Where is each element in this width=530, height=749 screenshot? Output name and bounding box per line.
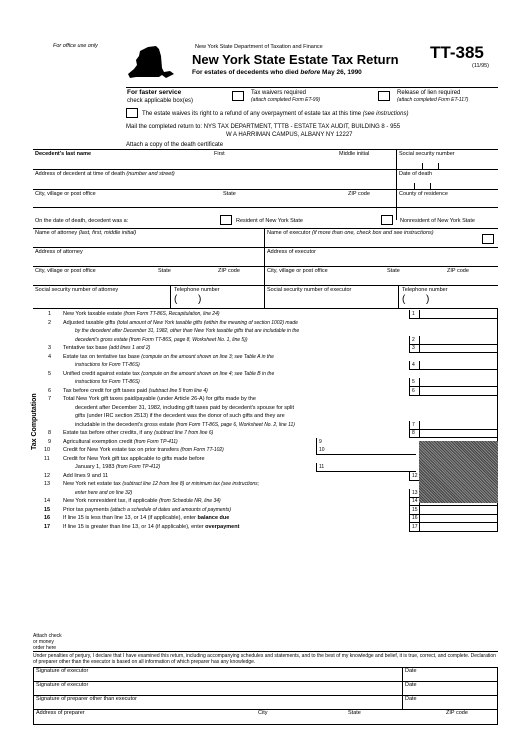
box-divider bbox=[419, 523, 420, 532]
line-description bbox=[63, 355, 274, 361]
line-amount-field[interactable] bbox=[409, 361, 498, 370]
nonresident-label: Nonresident of New York State bbox=[400, 218, 475, 224]
line-box-number: 7 bbox=[412, 421, 415, 428]
line-note: (compute on the amount shown on line 4; see Table B in the bbox=[141, 370, 275, 377]
line-amount-field[interactable] bbox=[409, 429, 498, 438]
line-text: New York net estate tax bbox=[63, 481, 123, 487]
date-of-death-label: Date of death bbox=[399, 171, 433, 177]
line-text: gifts (under IRC section 2513) if the decedent was the donor of such gifts and they are bbox=[75, 413, 285, 419]
line-note: (from Form TT-86S, page 6, Worksheet No. 2, line 11) bbox=[175, 421, 295, 428]
attorney-city-label: City, village or post office bbox=[35, 268, 96, 274]
line-description bbox=[63, 457, 205, 463]
line-note: instructions for Form TT-86S) bbox=[75, 379, 140, 385]
line-description bbox=[63, 389, 208, 395]
line-description bbox=[63, 448, 224, 454]
line-text: Adjusted taxable gifts bbox=[63, 319, 117, 326]
line-number: 15 bbox=[44, 506, 51, 513]
line-box-number: 17 bbox=[412, 523, 418, 530]
ssn-label: Social security number bbox=[399, 151, 455, 157]
form-revision: (11/95) bbox=[472, 63, 490, 69]
line-text: Total New York gift taxes paid/payable (under Article 26-A) for gifts made by the bbox=[63, 396, 256, 402]
line-description bbox=[63, 516, 229, 522]
line-description bbox=[63, 474, 108, 480]
line-number: 5 bbox=[48, 370, 52, 377]
line-description bbox=[63, 321, 298, 327]
attach-check-note-3: order here bbox=[33, 645, 57, 651]
line-description bbox=[63, 397, 256, 403]
attorney-name-label: Name of attorney (last, first, middle initial) bbox=[35, 230, 137, 236]
line-description bbox=[63, 525, 239, 531]
executor-state-label: State bbox=[387, 268, 400, 274]
line-amount-field[interactable] bbox=[316, 463, 416, 472]
line-note: (subtract line 5 from line 4) bbox=[148, 387, 208, 394]
line-box-number: 13 bbox=[412, 489, 418, 496]
state-label: State bbox=[223, 191, 236, 197]
line-description bbox=[63, 431, 213, 437]
line-number: 7 bbox=[48, 396, 52, 402]
county-label: County of residence bbox=[399, 191, 448, 197]
line-description bbox=[63, 372, 274, 378]
preparer-city-label: City bbox=[258, 710, 268, 716]
waive-refund-label: The estate waives its right to a refund of any overpayment of estate tax at this time (see instructions) bbox=[142, 111, 409, 117]
release-lien-note: (attach completed Form ET-117) bbox=[397, 97, 469, 103]
line-box-number: 1 bbox=[412, 311, 415, 317]
shaded-area bbox=[419, 441, 498, 503]
line-note: (from Form TP-412) bbox=[115, 464, 161, 470]
line-note: by the decedent after December 31, 1982, other than New York taxable gifts that are includable in the bbox=[75, 328, 300, 334]
line-text: Agricultural exemption credit bbox=[63, 438, 134, 445]
preparer-address-label: Address of preparer bbox=[36, 710, 85, 716]
line-box-number: 14 bbox=[412, 498, 418, 504]
city-label: City, village or post office bbox=[35, 191, 96, 197]
line-description bbox=[75, 338, 248, 344]
line-text: decedent after December 31, 1982, including gift taxes paid by decedent's spouse for split bbox=[75, 404, 295, 411]
line-note: (from Form TT-102) bbox=[180, 447, 224, 453]
agency-name: New York State Department of Taxation and Finance bbox=[195, 44, 323, 50]
line-number: 12 bbox=[44, 472, 51, 479]
preparer-state-label: State bbox=[348, 710, 361, 716]
line-note: enter here and on line 32) bbox=[75, 489, 133, 496]
faster-service-sub: check applicable box(es) bbox=[127, 98, 194, 104]
executor-signature-2[interactable]: Signature of executor bbox=[36, 682, 89, 688]
line-amount-field[interactable] bbox=[409, 523, 498, 532]
line-box-number: 15 bbox=[412, 506, 418, 513]
mail-address-line1: Mail the completed return to: NYS TAX DEPARTMENT, TTTB - ESTATE TAX AUDIT, BUILDING 8 - 955 bbox=[126, 124, 401, 130]
line-description bbox=[63, 312, 220, 318]
line-number: 10 bbox=[44, 447, 51, 453]
line-text: New York taxable estate bbox=[63, 311, 124, 317]
line-number: 14 bbox=[44, 498, 51, 504]
line-text: If line 15 is less than line 13, or 14 (if applicable), enter bbox=[63, 515, 198, 521]
waivers-note: (attach completed Form ET-99) bbox=[251, 97, 321, 103]
line-description bbox=[75, 414, 285, 420]
decedent-status-label: On the date of death, decedent was a: bbox=[35, 218, 129, 224]
line-description bbox=[63, 346, 150, 352]
box-divider bbox=[419, 310, 420, 319]
mail-address-line2: W A HARRIMAN CAMPUS, ALBANY NY 12227 bbox=[226, 132, 353, 138]
attach-check-note-2: or money bbox=[33, 639, 54, 645]
middle-initial-label: Middle initial bbox=[339, 151, 370, 157]
line-text: January 1, 1983 bbox=[75, 464, 116, 470]
line-text: Credit for New York gift tax applicable to gifts made before bbox=[63, 455, 205, 462]
attorney-phone-paren-close: ) bbox=[198, 294, 202, 305]
executor-address-label: Address of executor bbox=[267, 249, 316, 255]
attorney-ssn-label: Social security number of attorney bbox=[35, 287, 119, 293]
line-box-number: 8 bbox=[412, 430, 415, 436]
box-divider bbox=[419, 344, 420, 353]
line-description bbox=[75, 423, 295, 429]
line-box-number: 12 bbox=[412, 472, 418, 479]
line-text: Credit for New York estate tax on prior transfers bbox=[63, 447, 181, 453]
line-description bbox=[63, 482, 259, 488]
line-text: Estate tax on tentative tax base bbox=[63, 353, 142, 360]
attorney-state-label: State bbox=[158, 268, 171, 274]
line-box-number: 10 bbox=[319, 447, 325, 453]
line-number: 17 bbox=[44, 523, 51, 530]
line-box-number: 9 bbox=[319, 438, 322, 445]
line-description bbox=[63, 508, 231, 514]
line-note: (add lines 1 and 2) bbox=[108, 345, 151, 351]
line-box-number: 3 bbox=[412, 345, 415, 351]
executor-name-label: Name of executor (if more than one, check box and see instructions) bbox=[267, 230, 434, 236]
line-text: Unified credit against estate tax bbox=[63, 370, 142, 377]
line-box-number: 4 bbox=[412, 362, 415, 368]
executor-ssn-label: Social security number of executor bbox=[267, 287, 352, 293]
line-description bbox=[75, 465, 160, 471]
line-amount-field[interactable] bbox=[409, 387, 498, 396]
line-number: 4 bbox=[48, 353, 52, 360]
form-number: TT-385 bbox=[430, 43, 484, 62]
line-note: (compute on the amount shown on line 3; see Table A in the bbox=[141, 353, 274, 360]
line-box-number: 6 bbox=[412, 387, 415, 394]
form-subtitle: For estates of decedents who died before May 26, 1990 bbox=[192, 69, 362, 76]
line-number: 1 bbox=[48, 311, 52, 317]
faster-service-title: For faster service bbox=[127, 89, 182, 96]
executor-phone-paren-open: ( bbox=[402, 294, 406, 305]
line-number: 6 bbox=[48, 387, 52, 394]
line-text: Estate tax before other credits, if any bbox=[63, 430, 155, 436]
executor-phone-label: Telephone number bbox=[402, 287, 448, 293]
box-divider bbox=[419, 387, 420, 396]
line-text: Add lines 9 and 11 bbox=[63, 472, 109, 479]
office-use-label: For office use only bbox=[53, 43, 98, 49]
perjury-declaration: Under penalties of perjury, I declare that I have examined this return, including accompanying schedules and statements, and to the best of my knowledge and belief, it is true, correct, and complete. Declaration of preparer other than the executor is based on all information of which preparer has any knowledge. bbox=[33, 653, 496, 666]
line-box-number: 16 bbox=[412, 515, 418, 521]
line-description bbox=[75, 491, 132, 497]
line-text: Tax before credit for gift taxes paid bbox=[63, 387, 149, 394]
line-amount-field[interactable] bbox=[409, 310, 498, 319]
executor-city-label: City, village or post office bbox=[267, 268, 328, 274]
line-box-number: 11 bbox=[319, 464, 325, 470]
attorney-phone-label: Telephone number bbox=[174, 287, 220, 293]
line-note: instructions for Form TT-86S) bbox=[75, 362, 140, 368]
line-text: Tentative tax base bbox=[63, 345, 109, 351]
attorney-address-label: Address of attorney bbox=[35, 249, 83, 255]
line-text: If line 15 is greater than line 13, or 14 (if applicable), enter bbox=[63, 523, 206, 530]
line-emphasis: overpayment bbox=[205, 523, 240, 530]
line-text: includable in the decedent's gross estate bbox=[75, 421, 176, 428]
attach-check-note-1: Attach check bbox=[33, 633, 62, 639]
decedent-last-name-label: Decedent's last name bbox=[35, 151, 92, 157]
line-note: (from Schedule NR, line 34) bbox=[159, 498, 221, 504]
line-box-number: 5 bbox=[412, 379, 415, 385]
line-description bbox=[63, 499, 221, 505]
preparer-date[interactable]: Date bbox=[405, 696, 417, 702]
attach-certificate-note: Attach a copy of the death certificate bbox=[126, 142, 224, 148]
line-number: 2 bbox=[48, 319, 52, 326]
line-description bbox=[75, 363, 140, 369]
line-description bbox=[75, 406, 294, 412]
tax-computation-side-label: Tax Computation bbox=[31, 393, 38, 450]
box-divider bbox=[419, 361, 420, 370]
preparer-zip-label: ZIP code bbox=[446, 710, 468, 716]
line-note: (attach a schedule of dates and amounts of payments) bbox=[110, 506, 232, 513]
box-divider bbox=[419, 429, 420, 438]
line-text: New York nonresident tax, if applicable bbox=[63, 498, 160, 504]
line-number: 11 bbox=[44, 455, 50, 462]
attorney-phone-paren-open: ( bbox=[174, 294, 178, 305]
line-number: 8 bbox=[48, 430, 52, 436]
attorney-zip-label: ZIP code bbox=[218, 268, 240, 274]
line-number: 3 bbox=[48, 345, 52, 351]
first-name-label: First bbox=[214, 151, 225, 157]
line-amount-field[interactable] bbox=[409, 344, 498, 353]
line-description bbox=[75, 329, 299, 335]
line-note: (subtract line 12 from line 8) or minimum tax (see instructions; bbox=[122, 481, 260, 487]
line-number: 13 bbox=[44, 481, 51, 487]
executor-signature-1[interactable]: Signature of executor bbox=[36, 668, 89, 674]
line-emphasis: balance due bbox=[197, 515, 230, 521]
executor-zip-label: ZIP code bbox=[447, 268, 469, 274]
line-description bbox=[63, 440, 178, 446]
preparer-signature[interactable]: Signature of preparer other than executor bbox=[36, 696, 137, 702]
line-amount-field[interactable] bbox=[316, 446, 416, 455]
line-box-number: 2 bbox=[412, 336, 415, 343]
line-note: (subtract line 7 from line 6) bbox=[154, 430, 214, 436]
line-text: Prior tax payments bbox=[63, 506, 111, 513]
line-note: (from Form TP-411) bbox=[133, 438, 178, 445]
line-note: (from Form TT-86S, Recapitulation, line 24) bbox=[123, 311, 220, 317]
line-number: 16 bbox=[44, 515, 51, 521]
release-lien-label: Release of lien required bbox=[397, 90, 461, 96]
form-title: New York State Estate Tax Return bbox=[192, 52, 399, 67]
zip-label: ZIP code bbox=[348, 191, 370, 197]
executor-phone-paren-close: ) bbox=[426, 294, 430, 305]
line-note: decedent's gross estate (from Form TT-86S, page 8, Worksheet No. 1, line 5)) bbox=[75, 336, 248, 343]
decedent-address-label: Address of decedent at time of death (number and street) bbox=[35, 171, 175, 177]
waivers-label: Tax waivers required bbox=[251, 90, 307, 96]
line-number: 9 bbox=[48, 438, 52, 445]
line-note: (total amount of New York taxable gifts (within the meaning of section 1002) made bbox=[116, 319, 298, 326]
resident-label: Resident of New York State bbox=[236, 218, 303, 224]
executor-date-1[interactable]: Date bbox=[405, 668, 417, 674]
executor-date-2[interactable]: Date bbox=[405, 682, 417, 688]
line-description bbox=[75, 380, 140, 386]
